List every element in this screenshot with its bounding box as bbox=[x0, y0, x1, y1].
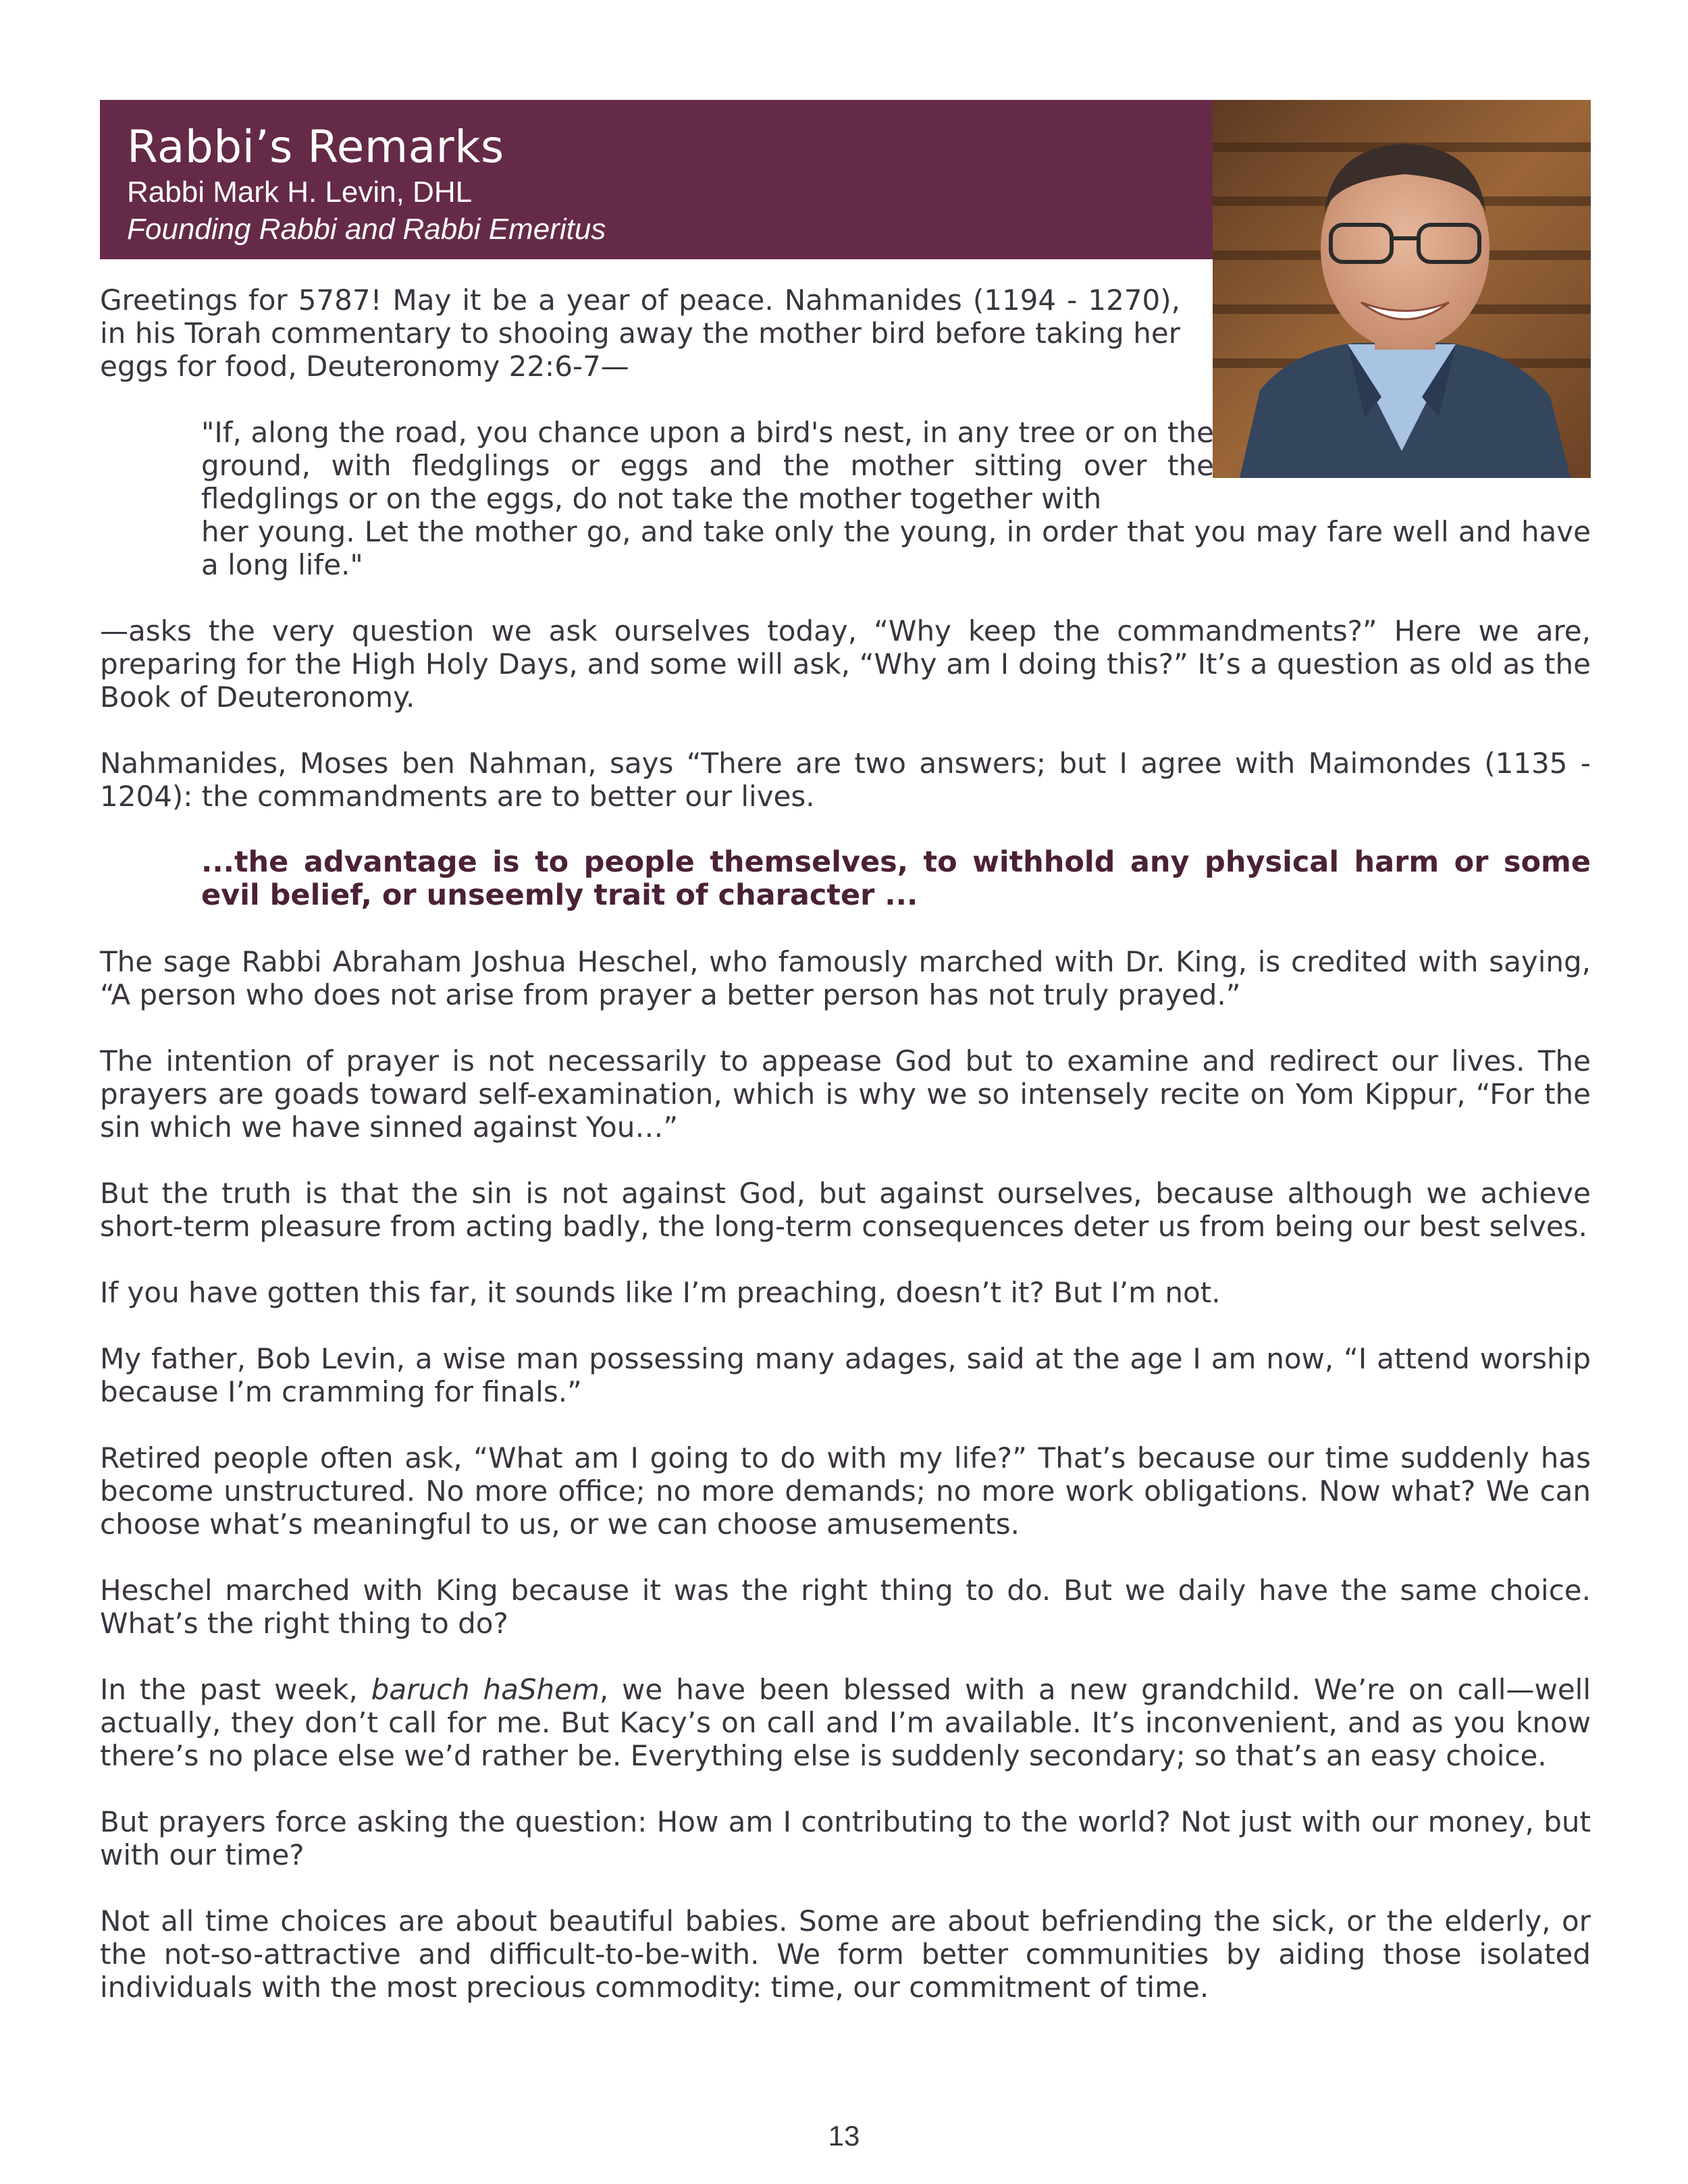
text-segment: In the past week, bbox=[100, 1673, 371, 1706]
author-role: Founding Rabbi and Rabbi Emeritus bbox=[127, 213, 606, 246]
article-body bbox=[100, 284, 1591, 2037]
paragraph: Retired people often ask, “What am I going to do with my life?” That’s because our time suddenly has become unstructured. No more office; no more demands; no more work obligations. Now what? We can choose what’s meaningful to us, or we can choose amusements. bbox=[100, 1441, 1591, 1541]
scripture-quote-part-1: "If, along the road, you chance upon a bird's nest, in any tree or on the ground, with fledglings or eggs and the mother sitting over the fledglings or on the eggs, do not take the mother together with bbox=[201, 416, 1214, 515]
paragraph: —asks the very question we ask ourselves today, “Why keep the commandments?” Here we are, preparing for the High Holy Days, and some will ask, “Why am I doing this?” It’s a question as old as the Book of Deuteronomy. bbox=[100, 614, 1591, 714]
paragraph: The intention of prayer is not necessarily to appease God but to examine and redirect our lives. The prayers are goads toward self-examination, which is why we so intensely recite on Yom Kippur, “For the sin which we have sinned against You…” bbox=[100, 1044, 1591, 1144]
paragraph: But prayers force asking the question: How am I contributing to the world? Not just with our money, but with our time? bbox=[100, 1805, 1591, 1871]
text-segment: , we have been blessed with a new grandchild. We’re on call—well actually, they don’t call for me. But Kacy’s on call and I’m available. It’s inconvenient, and as you know there’s no place else we’d rather be. Everything else is suddenly secondary; so that’s an easy choice. bbox=[100, 1673, 1591, 1772]
hebrew-phrase: baruch haShem bbox=[371, 1673, 600, 1706]
scripture-quote bbox=[201, 416, 1591, 581]
paragraph: My father, Bob Levin, a wise man possessing many adages, said at the age I am now, “I attend worship because I’m cramming for finals.” bbox=[100, 1342, 1591, 1408]
paragraph: But the truth is that the sin is not against God, but against ourselves, because although we achieve short-term pleasure from acting badly, the long-term consequences deter us from being our best selves. bbox=[100, 1177, 1591, 1243]
paragraph: Greetings for 5787! May it be a year of peace. Nahmanides (1194 - 1270), in his Torah commentary to shooing away the mother bird before taking her eggs for food, Deuteronomy 22:6-7— bbox=[100, 284, 1180, 383]
page-title: Rabbi’s Remarks bbox=[127, 121, 504, 173]
nahmanides-quote: ...the advantage is to people themselves, to withhold any physical harm or some evil belief, or unseemly trait of character ... bbox=[201, 845, 1591, 912]
paragraph: Not all time choices are about beautiful babies. Some are about befriending the sick, or the elderly, or the not-so-attractive and difficult-to-be-with. We form better communities by aiding those isolated individuals with the most precious commodity: time, our commitment of time. bbox=[100, 1905, 1591, 2004]
scripture-quote-part-2: her young. Let the mother go, and take only the young, in order that you may fare well and have a long life." bbox=[201, 515, 1591, 581]
header-banner bbox=[100, 100, 1213, 259]
paragraph bbox=[100, 1673, 1591, 1772]
paragraph: The sage Rabbi Abraham Joshua Heschel, who famously marched with Dr. King, is credited with saying, “A person who does not arise from prayer a better person has not truly prayed.” bbox=[100, 945, 1591, 1011]
author-name: Rabbi Mark H. Levin, DHL bbox=[127, 176, 473, 209]
paragraph: Heschel marched with King because it was the right thing to do. But we daily have the same choice. What’s the right thing to do? bbox=[100, 1574, 1591, 1640]
paragraph: Nahmanides, Moses ben Nahman, says “There are two answers; but I agree with Maimondes (1135 - 1204): the commandments are to better our lives. bbox=[100, 747, 1591, 813]
paragraph: If you have gotten this far, it sounds like I’m preaching, doesn’t it? But I’m not. bbox=[100, 1276, 1221, 1309]
page-number: 13 bbox=[828, 2120, 860, 2152]
